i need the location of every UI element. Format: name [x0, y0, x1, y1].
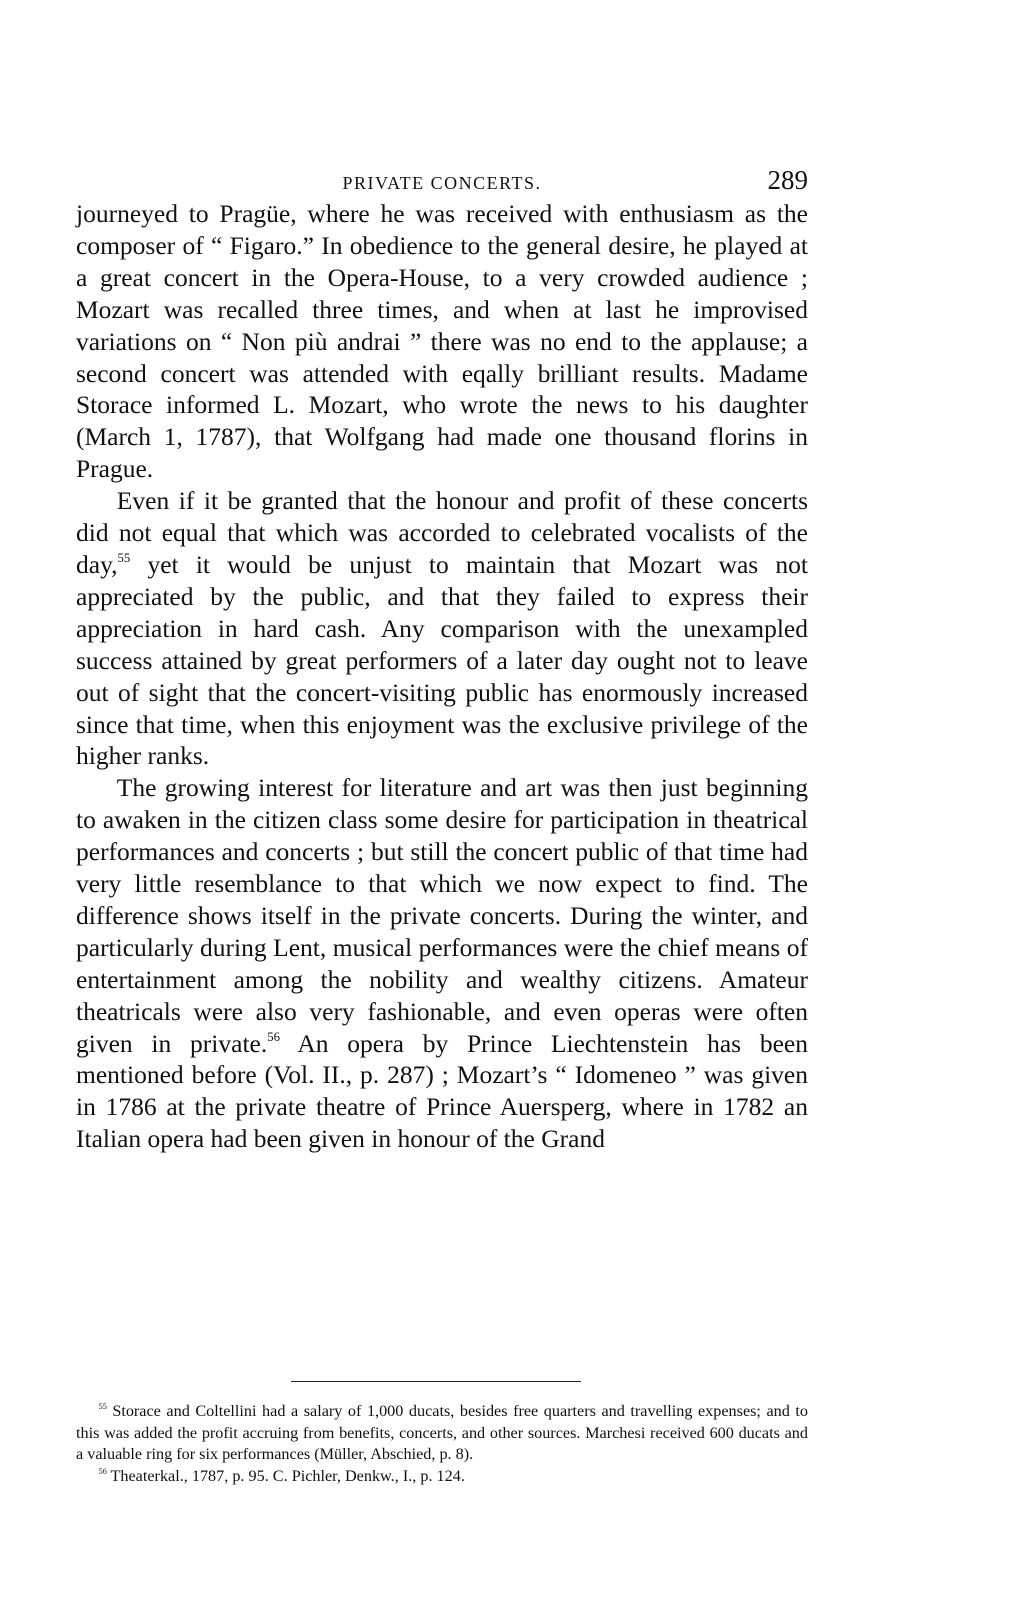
paragraph-3-text-a: The growing interest for literature and art was then just beginning to awaken in the citizen class some desire for participation in theatrical performances and concerts ; but still the concert public of that time had very little resemblance to that which we now expect to find. The difference shows itself in the private concerts. During the winter, and particularly during Lent, musical performances were the chief means of entertainment among the nobility and wealthy citizens. Amateur theatricals were also very fashionable, and even operas were often given in private. — [76, 773, 808, 1058]
page-header — [76, 163, 808, 203]
footnote-marker: 56 — [98, 1466, 107, 1476]
footnote-marker: 55 — [98, 1402, 107, 1412]
paragraph-3 — [76, 772, 808, 1155]
footnote-text: Storace and Coltellini had a salary of 1,000 ducats, besides free quarters and travelling expenses; and to this was added the profit accruing from benefits, concerts, and other sources. Marchesi received 600 ducats and a valuable ring for six performances (Müller, Abschied, p. 8). — [76, 1402, 808, 1463]
footnote-ref-55: 55 — [117, 551, 131, 566]
page-number: 289 — [767, 165, 808, 195]
paragraph-2 — [76, 485, 808, 772]
footnote-ref-56: 56 — [267, 1029, 280, 1044]
running-title: PRIVATE CONCERTS. — [342, 173, 542, 193]
paragraph-3-text-b: An opera by Prince Liechtenstein has been mentioned before (Vol. II., p. 287) ; Mozart’s “ Idomeneo ” was given in 1786 at the private theatre of Prince Auersperg, where in 1782 an Italian opera had been given in honour of the Grand — [76, 1028, 808, 1154]
paragraph-1: journeyed to Pragüe, where he was received with enthusiasm as the composer of “ Figaro.” In obedience to the general desire, he played at a great concert in the Opera-House, to a very crowded audience ; Mozart was recalled three times, and when at last he improvised variations on “ Non più andrai ” there was no end to the applause; a second concert was attended with eqally brilliant results. Madame Storace informed L. Mozart, who wrote the news to his daughter (March 1, 1787), that Wolfgang had made one thousand florins in Prague. — [76, 199, 808, 484]
footnote-55 — [76, 1401, 808, 1466]
paragraph-2-text-a: Even if it be granted that the honour and profit of these concerts did not equal that which was accorded to celebrated vocalists of the day, — [76, 486, 808, 579]
footnotes — [76, 1401, 808, 1487]
paragraph-2-text-b: yet it would be unjust to maintain that Mozart was not appreciated by the public, and that they failed to express their appreciation in hard cash. Any comparison with the unexampled success attained by great performers of a later day ought not to leave out of sight that the concert-visiting public has enormously increased since that time, when this enjoyment was the exclusive privilege of the higher ranks. — [76, 549, 808, 771]
body-text — [76, 198, 808, 1155]
footnote-rule — [291, 1381, 581, 1382]
footnote-text: Theaterkal., 1787, p. 95. C. Pichler, Denkw., I., p. 124. — [106, 1466, 465, 1485]
footnote-56 — [76, 1466, 808, 1488]
